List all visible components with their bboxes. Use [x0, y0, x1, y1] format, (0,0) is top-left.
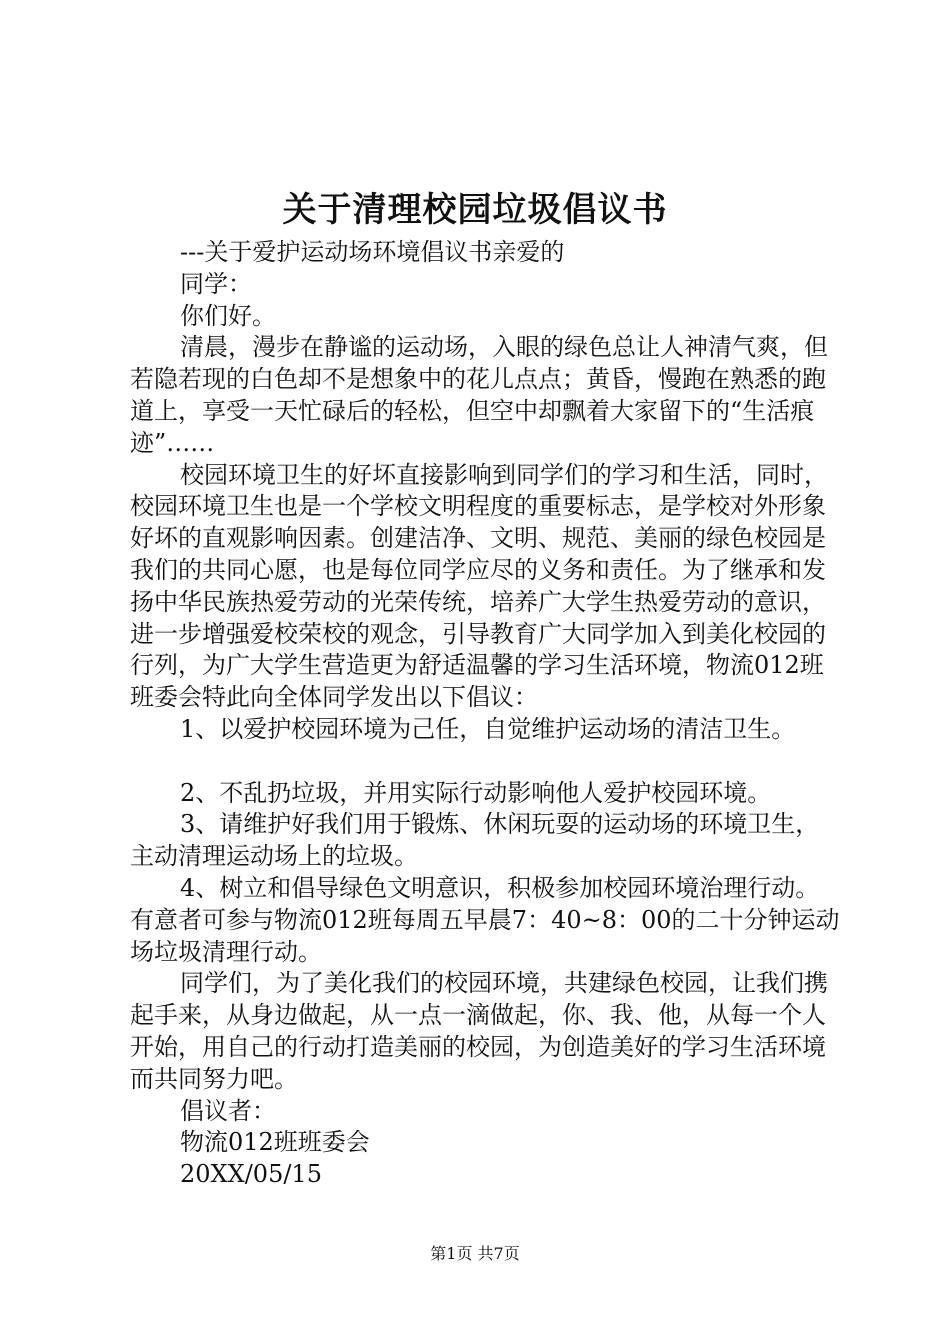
- proposal-item: 4、树立和倡导绿色文明意识，积极参加校园环境治理行动。有意者可参与物流012班每周五早晨7：40~8：00的二十分钟运动场垃圾清理行动。: [130, 873, 840, 966]
- proposal-item: 1、以爱护校园环境为己任，自觉维护运动场的清洁卫生。: [180, 714, 796, 743]
- signature-name: 物流012班班委会: [180, 1128, 370, 1157]
- document-body: [130, 237, 840, 1191]
- paragraph: 清晨，漫步在静谧的运动场，入眼的绿色总让人神清气爽，但若隐若现的白色却不是想象中的花儿点点；黄昏，慢跑在熟悉的跑道上，享受一天忙碌后的轻松，但空中却飘着大家留下的“生活痕迹”……: [130, 333, 828, 457]
- document-title: 关于清理校园垃圾倡议书: [282, 190, 668, 230]
- proposal-item: 2、不乱扔垃圾，并用实际行动影响他人爱护校园环境。: [180, 778, 772, 807]
- closing-paragraph: 同学们，为了美化我们的校园环境，共建绿色校园，让我们携起手来，从身边做起，从一点一滴做起，你、我、他，从每一个人开始，用自己的行动打造美丽的校园，为创造美好的学习生活环境而共同努力吧。: [130, 969, 828, 1093]
- signature-date: 20XX/05/15: [180, 1160, 322, 1189]
- paragraph: 校园环境卫生的好坏直接影响到同学们的学习和生活，同时，校园环境卫生也是一个学校文明程度的重要标志，是学校对外形象好坏的直观影响因素。创建洁净、文明、规范、美丽的绿色校园是我们的共同心愿，也是每位同学应尽的义务和责任。为了继承和发扬中华民族热爱劳动的光荣传统，培养广大学生热爱劳动的意识，进一步增强爱校荣校的观念，引导教育广大同学加入到美化校园的行列，为广大学生营造更为舒适温馨的学习生活环境，物流012班班委会特此向全体同学发出以下倡议：: [130, 460, 828, 712]
- page-footer: 第1页 共7页: [430, 1244, 520, 1263]
- signature-label: 倡议者：: [180, 1096, 276, 1125]
- blank-line: [130, 746, 840, 778]
- greeting: 你们好。: [180, 301, 276, 330]
- subtitle: ---关于爱护运动场环境倡议书亲爱的: [180, 238, 565, 266]
- proposal-item: 3、请维护好我们用于锻炼、休闲玩耍的运动场的环境卫生，主动清理运动场上的垃圾。: [130, 810, 820, 871]
- salutation: 同学：: [180, 269, 252, 298]
